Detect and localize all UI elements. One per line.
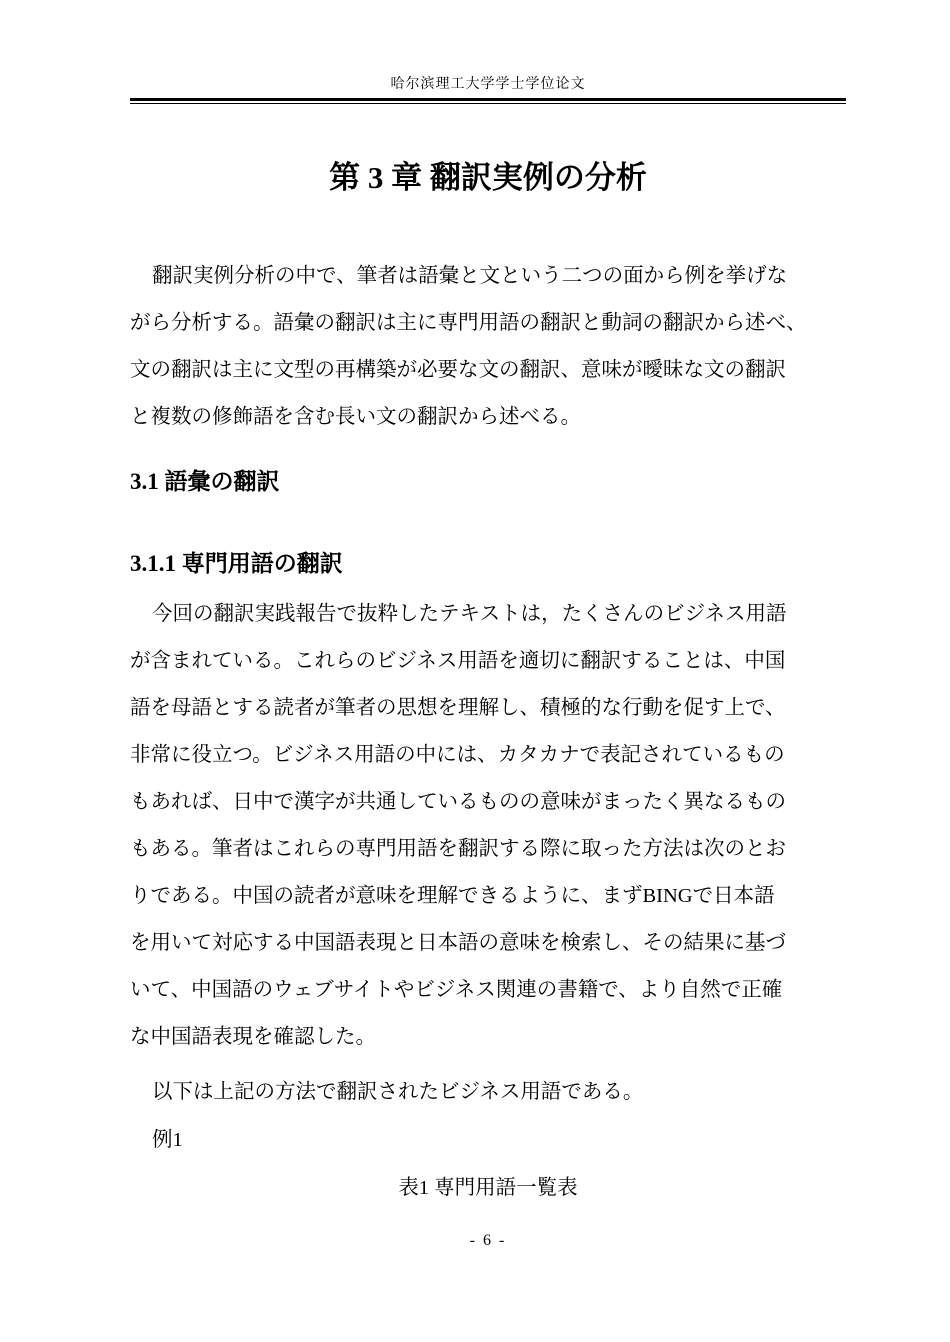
- body-line: を用いて対応する中国語表現と日本語の意味を検索し、その結果に基づ: [130, 932, 786, 954]
- body-line: 語を母語とする読者が筆者の思想を理解し、積極的な行動を促す上で、: [130, 697, 786, 719]
- body-line: な中国語表現を確認した。: [130, 1026, 376, 1048]
- intro-line: 翻訳実例分析の中で、筆者は語彙と文という二つの面から例を挙げな: [152, 265, 788, 287]
- body-line: いて、中国語のウェブサイトやビジネス関連の書籍で、より自然で正確: [130, 979, 783, 1001]
- intro-paragraph: [130, 253, 846, 441]
- body-line: が含まれている。これらのビジネス用語を適切に翻訳することは、中国: [130, 650, 786, 672]
- section-heading-3-1-1: 3.1.1 専門用語の翻訳: [130, 551, 343, 576]
- body-line: もある。筆者はこれらの専門用語を翻訳する際に取った方法は次のとお: [130, 838, 786, 860]
- running-header: 哈尔滨理工大学学士学位论文: [390, 77, 586, 92]
- table-caption: 表1 専門用語一覧表: [398, 1177, 578, 1199]
- method-sentence: 以下は上記の方法で翻訳されたビジネス用語である。: [152, 1081, 644, 1103]
- header-rule-thin: [130, 103, 846, 104]
- body-line: 今回の翻訳実践報告で抜粋したテキストは，たくさんのビジネス用語: [152, 603, 787, 625]
- page-number: - 6 -: [469, 1232, 507, 1249]
- intro-line: がら分析する。語彙の翻訳は主に専門用語の翻訳と動詞の翻訳から述べ、: [130, 312, 807, 334]
- header-rule-thick: [130, 98, 846, 101]
- body-line: もあれば、日中で漢字が共通しているものの意味がまったく異なるもの: [130, 791, 786, 813]
- terminology-paragraph: [130, 591, 846, 1061]
- section-heading-3-1: 3.1 語彙の翻訳: [130, 469, 280, 494]
- chapter-title: 第 3 章 翻訳実例の分析: [329, 160, 647, 195]
- body-line: りである。中国の読者が意味を理解できるように、まずBINGで日本語: [130, 885, 775, 907]
- body-line: 非常に役立つ。ビジネス用語の中には、カタカナで表記されているもの: [130, 744, 785, 766]
- intro-line: と複数の修飾語を含む長い文の翻訳から述べる。: [130, 406, 581, 428]
- intro-line: 文の翻訳は主に文型の再構築が必要な文の翻訳、意味が曖昧な文の翻訳: [130, 359, 786, 381]
- example-label: 例1: [152, 1129, 183, 1151]
